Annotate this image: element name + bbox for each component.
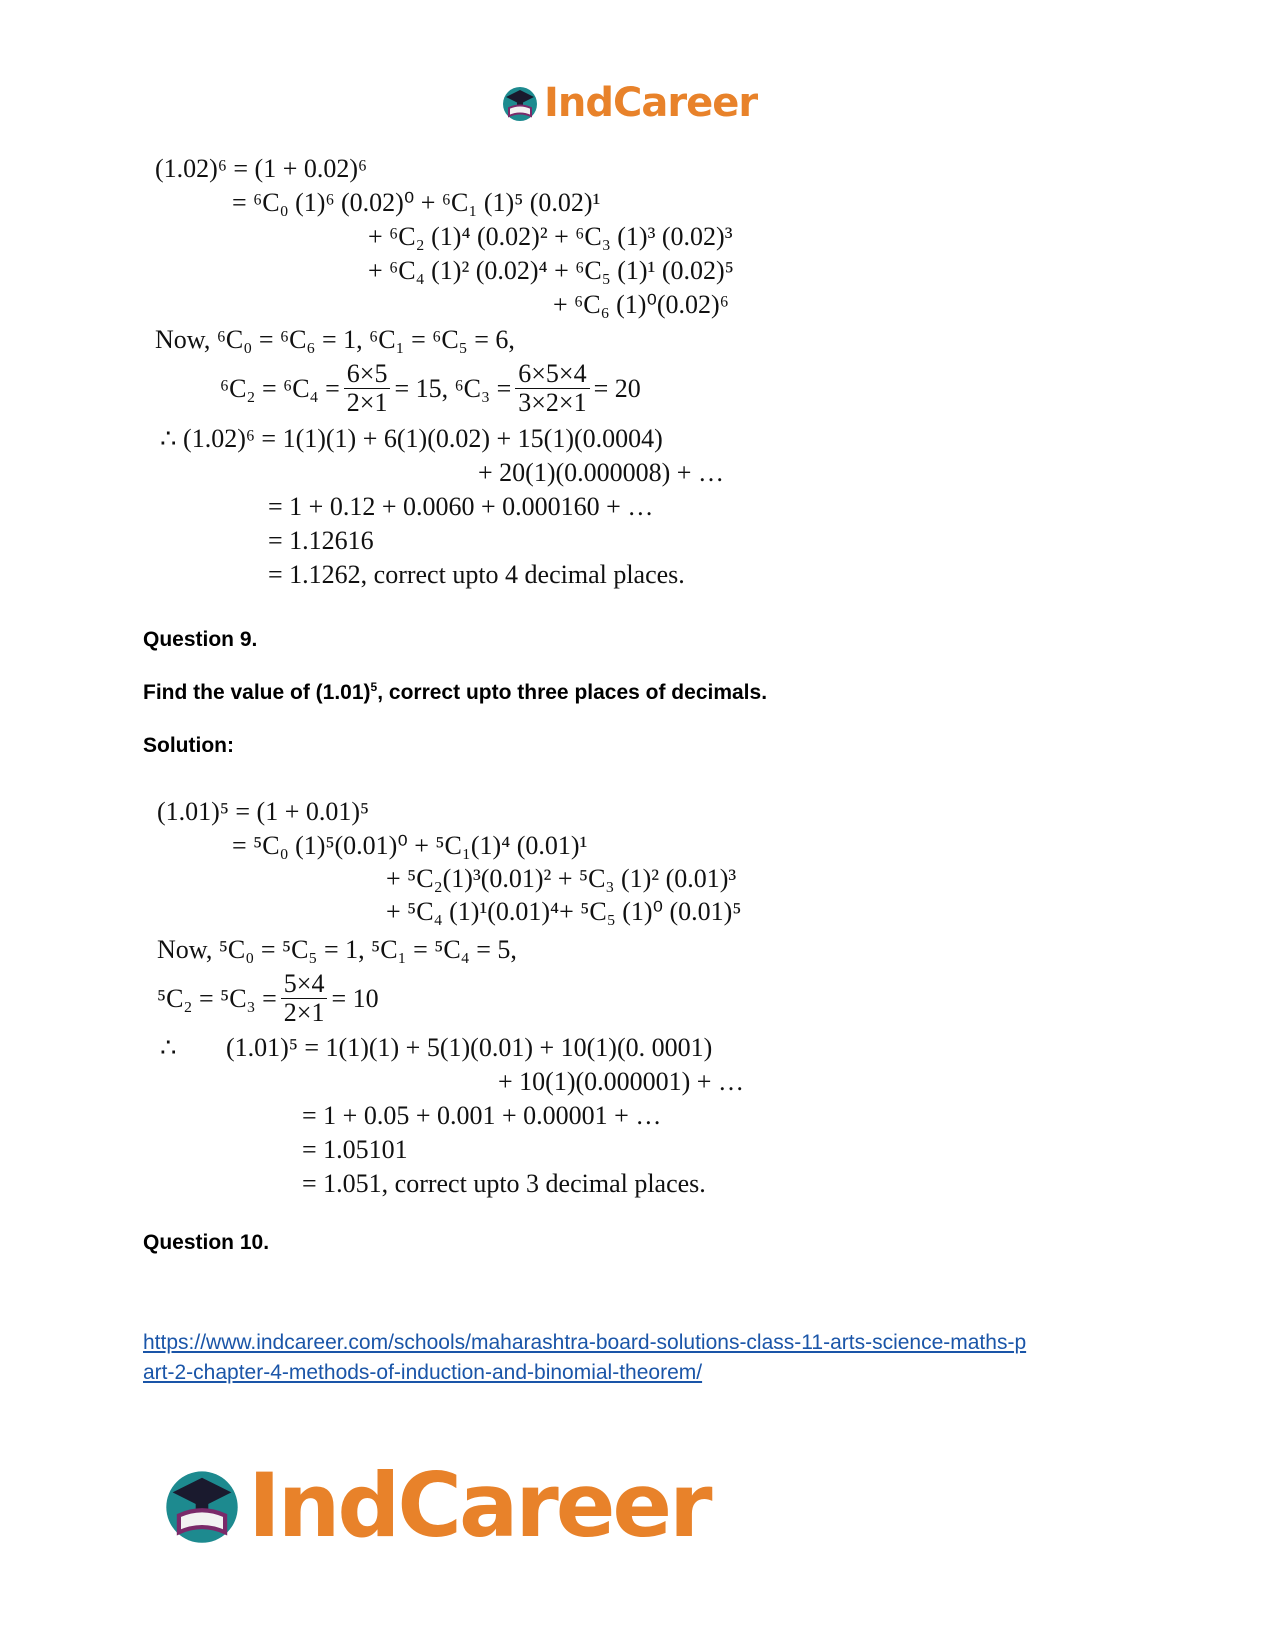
logo-wordmark: IndCareer	[248, 1453, 710, 1557]
therefore-symbol: ∴	[160, 1033, 177, 1062]
q8-line-2: = ⁶C₀ (1)⁶ (0.02)⁰ + ⁶C₁ (1)⁵ (0.02)¹	[232, 188, 601, 217]
q9-line-3: + ⁵C₂(1)³(0.01)² + ⁵C₃ (1)² (0.01)³	[386, 864, 737, 893]
solution-label: Solution:	[143, 734, 234, 757]
q8-line-11: = 1.12616	[268, 526, 374, 555]
fraction	[515, 360, 589, 417]
q9-combination-row	[157, 970, 379, 1027]
question-9-prompt	[143, 681, 767, 705]
source-url-line-1: https://www.indcareer.com/schools/maharashtra-board-solutions-class-11-arts-science-maths-p	[143, 1331, 1027, 1354]
q9-c2-label: ⁵C₂ = ⁵C₃ =	[157, 983, 277, 1013]
indcareer-logo-header	[500, 78, 757, 128]
q8-c2-label: ⁶C₂ = ⁶C₄ =	[220, 373, 340, 403]
fraction-numerator: 5×4	[281, 970, 328, 999]
q8-line-10: = 1 + 0.12 + 0.0060 + 0.000160 + …	[268, 492, 654, 521]
q8-line-4: + ⁶C₄ (1)² (0.02)⁴ + ⁶C₅ (1)¹ (0.02)⁵	[368, 256, 734, 285]
q8-line-6: Now, ⁶C₀ = ⁶C₆ = 1, ⁶C₁ = ⁶C₅ = 6,	[155, 325, 515, 354]
q8-c3-value: = 20	[593, 373, 641, 403]
question-9-prompt-text: Find the value of (1.01)	[143, 681, 371, 704]
fraction-denominator: 3×2×1	[518, 388, 587, 417]
q8-combination-row	[220, 360, 641, 417]
q9-c2-value: = 10	[331, 983, 379, 1013]
fraction-denominator: 2×1	[283, 998, 325, 1027]
question-9-heading: Question 9.	[143, 628, 258, 651]
question-10-heading: Question 10.	[143, 1231, 270, 1254]
q9-line-5: Now, ⁵C₀ = ⁵C₅ = 1, ⁵C₁ = ⁵C₄ = 5,	[157, 935, 517, 964]
fraction	[344, 360, 391, 417]
fraction-numerator: 6×5	[344, 360, 391, 389]
q8-line-1: (1.02)⁶ = (1 + 0.02)⁶	[155, 154, 368, 183]
graduation-cap-book-icon	[160, 1463, 244, 1547]
q8-line-9: + 20(1)(0.000008) + …	[478, 458, 724, 487]
question-9-prompt-tail: , correct upto three places of decimals.	[377, 681, 768, 704]
q9-line-11: = 1.051, correct upto 3 decimal places.	[302, 1169, 706, 1198]
q9-line-8: + 10(1)(0.000001) + …	[498, 1067, 744, 1096]
fraction-numerator: 6×5×4	[515, 360, 589, 389]
q8-line-3: + ⁶C₂ (1)⁴ (0.02)² + ⁶C₃ (1)³ (0.02)³	[368, 222, 733, 251]
q8-line-12: = 1.1262, correct upto 4 decimal places.	[268, 560, 685, 589]
q9-line-1: (1.01)⁵ = (1 + 0.01)⁵	[157, 797, 370, 826]
fraction-denominator: 2×1	[346, 388, 388, 417]
q9-line-9: = 1 + 0.05 + 0.001 + 0.00001 + …	[302, 1101, 662, 1130]
q9-line-2: = ⁵C₀ (1)⁵(0.01)⁰ + ⁵C₁(1)⁴ (0.01)¹	[232, 831, 588, 860]
q8-c3-label: = 15, ⁶C₃ =	[394, 373, 512, 403]
source-url-line-2: art-2-chapter-4-methods-of-induction-and-binomial-theorem/	[143, 1361, 703, 1384]
source-url-link[interactable]	[143, 1328, 1143, 1388]
graduation-cap-book-icon	[500, 83, 540, 123]
logo-wordmark: IndCareer	[544, 80, 758, 126]
fraction	[281, 970, 328, 1027]
q9-line-4: + ⁵C₄ (1)¹(0.01)⁴+ ⁵C₅ (1)⁰ (0.01)⁵	[386, 897, 742, 926]
q8-line-5: + ⁶C₆ (1)⁰(0.02)⁶	[553, 290, 729, 319]
question-9-prompt-exponent: 5	[370, 680, 378, 694]
q8-line-8: ∴ (1.02)⁶ = 1(1)(1) + 6(1)(0.02) + 15(1)(0.0004)	[160, 424, 663, 453]
q9-line-10: = 1.05101	[302, 1135, 408, 1164]
q9-line-7: (1.01)⁵ = 1(1)(1) + 5(1)(0.01) + 10(1)(0. 0001)	[226, 1033, 713, 1062]
indcareer-logo-footer	[160, 1455, 710, 1555]
